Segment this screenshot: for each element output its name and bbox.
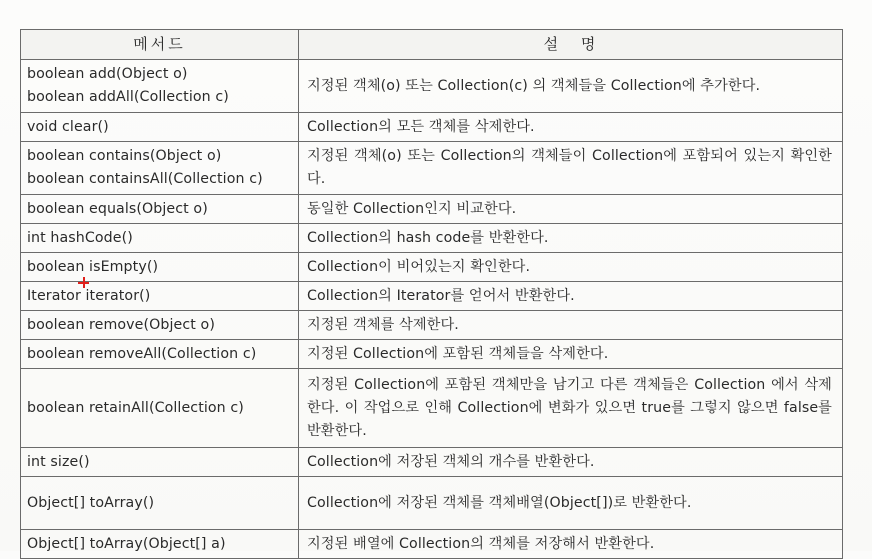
method-signature: boolean contains(Object o) [27, 148, 222, 164]
table-row [21, 477, 843, 530]
method-signature: Object[] toArray(Object[] a) [27, 535, 226, 552]
method-signature: boolean add(Object o) [27, 66, 188, 82]
method-signature: boolean addAll(Collection c) [27, 89, 229, 105]
method-description: 지정된 객체(o) 또는 Collection(c) 의 객체들을 Collection에 추가한다. [299, 60, 843, 113]
method-signature: boolean isEmpty() [27, 258, 159, 275]
method-description: Collection에 저장된 객체의 개수를 반환한다. [299, 448, 843, 477]
method-signature-cell [21, 142, 299, 195]
method-signature-cell [21, 477, 299, 530]
description-column-header: 설 명 [299, 30, 843, 60]
table-row [21, 530, 843, 559]
method-signature: int hashCode() [27, 229, 133, 246]
table-row [21, 253, 843, 282]
method-signature-cell [21, 113, 299, 142]
table-row [21, 340, 843, 369]
method-signature: Iterator iterator() [27, 287, 151, 304]
method-signature: boolean remove(Object o) [27, 316, 215, 333]
method-signature-cell [21, 195, 299, 224]
table-row [21, 369, 843, 448]
method-column-header: 메서드 [21, 30, 299, 60]
method-signature-cell [21, 448, 299, 477]
method-signature: Object[] toArray() [27, 494, 155, 511]
method-signature: boolean removeAll(Collection c) [27, 345, 257, 362]
method-signature-cell [21, 282, 299, 311]
method-signature: boolean retainAll(Collection c) [27, 399, 244, 416]
collection-methods-table [20, 29, 843, 559]
method-signature-cell [21, 311, 299, 340]
method-signature-cell [21, 340, 299, 369]
method-signature-cell [21, 224, 299, 253]
method-description: Collection의 Iterator를 얻어서 반환한다. [299, 282, 843, 311]
crosshair-cursor-icon [78, 277, 89, 288]
method-description: Collection의 모든 객체를 삭제한다. [299, 113, 843, 142]
method-description: 지정된 Collection에 포함된 객체만을 남기고 다른 객체들은 Collection 에서 삭제한다. 이 작업으로 인해 Collection에 변화가 있으면 true를 그렇지 않으면 false를 반환한다. [299, 369, 843, 448]
table-row [21, 195, 843, 224]
table-row [21, 311, 843, 340]
method-description: 지정된 배열에 Collection의 객체를 저장해서 반환한다. [299, 530, 843, 559]
table-header-row [21, 30, 843, 60]
table-row [21, 448, 843, 477]
table-row [21, 282, 843, 311]
method-description: 지정된 객체를 삭제한다. [299, 311, 843, 340]
method-signature: int size() [27, 453, 90, 470]
method-signature-cell [21, 60, 299, 113]
method-description: 지정된 Collection에 포함된 객체들을 삭제한다. [299, 340, 843, 369]
method-description: 지정된 객체(o) 또는 Collection의 객체들이 Collection에 포함되어 있는지 확인한다. [299, 142, 843, 195]
table-body [21, 60, 843, 559]
table-row [21, 142, 843, 195]
table-row [21, 60, 843, 113]
method-signature-cell [21, 369, 299, 448]
method-signature-cell [21, 530, 299, 559]
method-description: Collection이 비어있는지 확인한다. [299, 253, 843, 282]
method-description: Collection에 저장된 객체를 객체배열(Object[])로 반환한다. [299, 477, 843, 530]
table-row [21, 113, 843, 142]
method-signature: boolean equals(Object o) [27, 200, 208, 217]
method-signature-cell [21, 253, 299, 282]
method-description: 동일한 Collection인지 비교한다. [299, 195, 843, 224]
method-signature: boolean containsAll(Collection c) [27, 171, 263, 187]
method-signature: void clear() [27, 118, 109, 135]
table-row [21, 224, 843, 253]
method-description: Collection의 hash code를 반환한다. [299, 224, 843, 253]
